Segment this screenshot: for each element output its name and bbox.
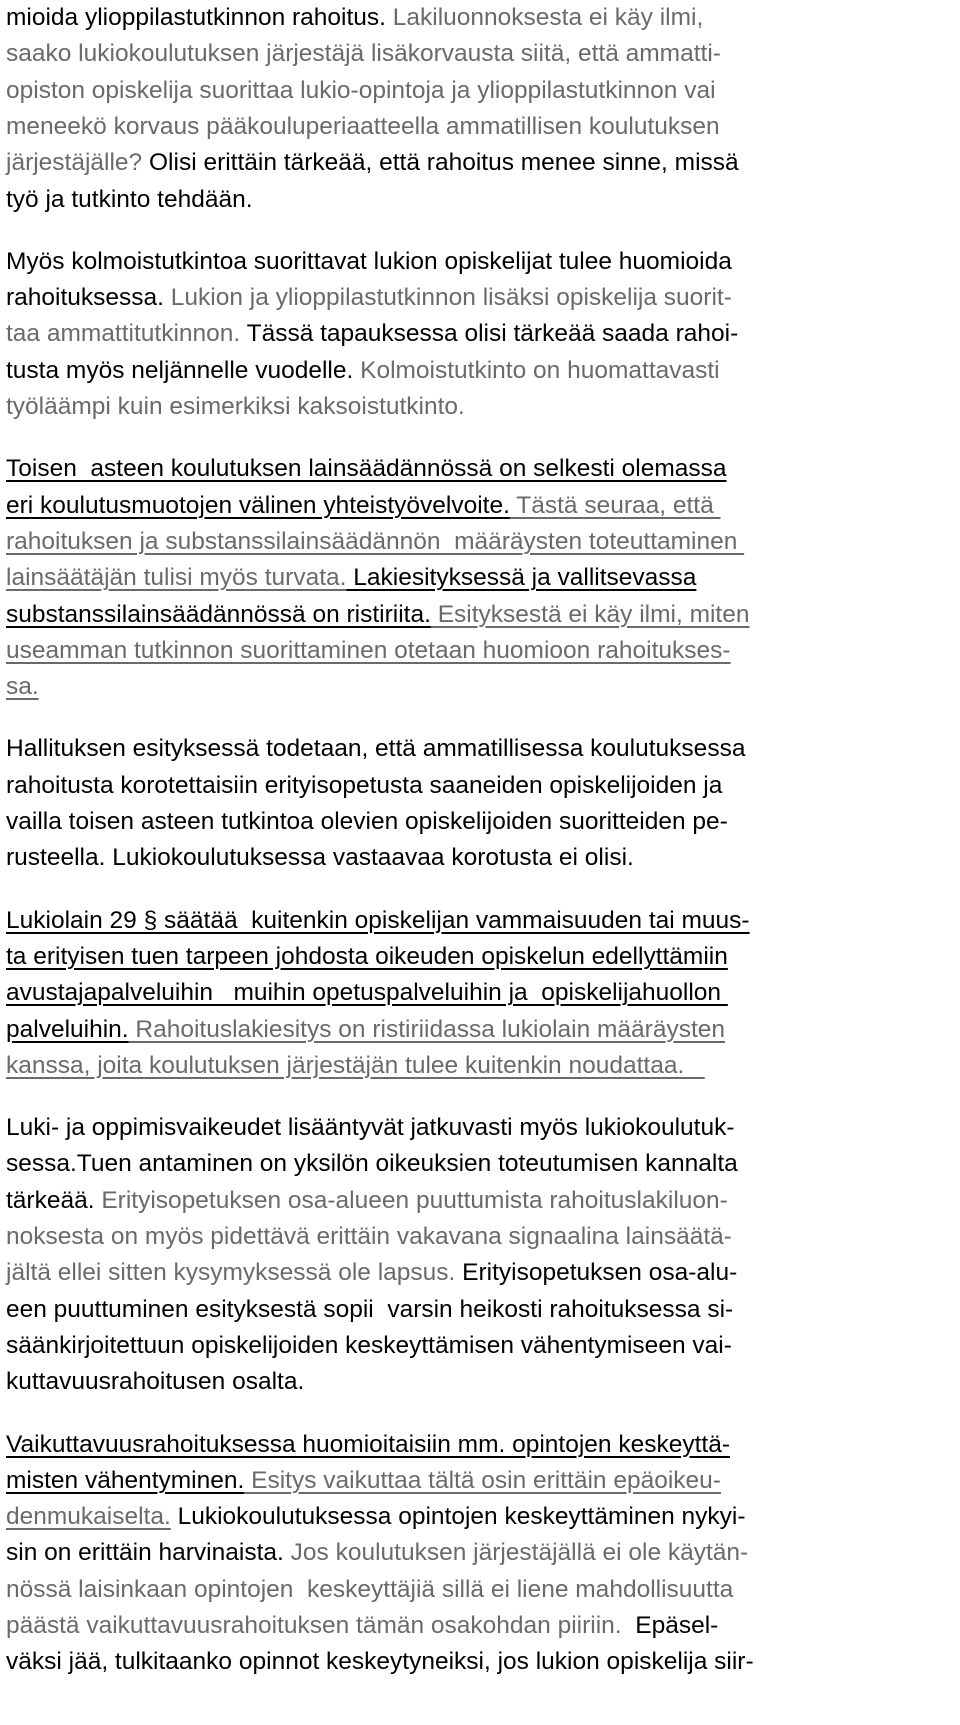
paragraph-6-line: [6, 1146, 738, 1182]
text-run: Jos koulutuksen järjestäjällä ei ole käytän-: [283, 1539, 749, 1567]
text-run: Esityksestä ei käy ilmi, miten: [430, 600, 750, 628]
text-run: Epäsel-: [621, 1612, 719, 1639]
text-run: noksesta on myös pidettävä erittäin vakavana signaalina lainsäätä-: [6, 1223, 732, 1250]
text-run: kanssa, joita koulutuksen järjestäjän tulee kuitenkin noudattaa.: [6, 1051, 705, 1079]
paragraph-6-line: [6, 1255, 737, 1291]
paragraph-6-line: [6, 1219, 732, 1255]
text-run: substanssilainsäädännössä on ristiriita.: [6, 600, 431, 628]
paragraph-4-line: [6, 804, 728, 840]
paragraph-7-line: [6, 1572, 733, 1608]
paragraph-3-line: [6, 560, 696, 596]
text-run: Tästä seuraa, että: [509, 491, 721, 519]
text-run: palveluihin.: [6, 1015, 129, 1043]
paragraph-2-line: [6, 353, 720, 389]
text-run: Hallituksen esityksessä todetaan, että ammatillisessa koulutuksessa: [6, 735, 746, 763]
paragraph-7-line: [6, 1427, 730, 1463]
text-run: denmukaiselta.: [6, 1503, 171, 1531]
paragraph-2-line: [6, 316, 738, 352]
paragraph-6-line: [6, 1110, 735, 1146]
paragraph-2-line: [6, 389, 465, 425]
text-run: opiston opiskelija suorittaa lukio-opintoja ja ylioppilastutkinnon vai: [6, 76, 716, 104]
text-run: säänkirjoitettuun opiskelijoiden keskeyttämisen vähentymiseen vai-: [6, 1331, 732, 1359]
paragraph-2-line: [6, 244, 732, 280]
paragraph-3-line: [6, 488, 721, 524]
text-run: sin on erittäin harvinaista.: [6, 1539, 284, 1567]
text-run: jältä ellei sitten kysymyksessä ole lapsus.: [6, 1259, 456, 1287]
paragraph-7-line: [6, 1463, 721, 1499]
paragraph-1-line: [6, 36, 721, 72]
paragraph-3-line: [6, 633, 731, 669]
text-run: Rahoituslakiesitys on ristiriidassa lukiolain määräysten: [128, 1015, 726, 1043]
text-run: työ ja tutkinto tehdään.: [6, 185, 253, 213]
text-run: sa.: [6, 673, 39, 701]
paragraph-3-line: [6, 451, 726, 487]
paragraph-4-line: [6, 731, 745, 767]
paragraph-7-line: [6, 1499, 746, 1535]
paragraph-5-line: [6, 1048, 705, 1084]
text-run: Luki- ja oppimisvaikeudet lisääntyvät jatkuvasti myös lukiokoulutuk-: [6, 1114, 735, 1142]
text-run: väksi jää, tulkitaanko opinnot keskeytyneiksi, jos lukion opiskelija siir-: [6, 1648, 754, 1676]
paragraph-3-line: [6, 597, 750, 633]
text-run: sessa.Tuen antaminen on yksilön oikeuksien toteutumisen kannalta: [6, 1150, 738, 1178]
paragraph-1-line: [6, 109, 720, 145]
paragraph-5-line: [6, 939, 728, 975]
text-run: misten vähentyminen.: [6, 1466, 245, 1494]
text-run: Kolmoistutkinto on huomattavasti: [353, 356, 720, 384]
text-run: Tässä tapauksessa olisi tärkeää saada rahoi-: [240, 320, 739, 348]
paragraph-1-line: [6, 182, 253, 218]
text-run: Toisen asteen koulutuksen lainsäädännössä on selkesti olemassa: [6, 455, 727, 483]
text-run: rusteella. Lukiokoulutuksessa vastaavaa korotusta ei olisi.: [6, 844, 634, 872]
paragraph-7-line: [6, 1644, 754, 1680]
text-run: Lakiluonnoksesta ei käy ilmi,: [392, 4, 704, 31]
text-run: kuttavuusrahoitusen osalta.: [6, 1368, 305, 1396]
paragraph-1-line: [6, 73, 716, 109]
text-run: tusta myös neljännelle vuodelle.: [6, 356, 354, 384]
text-run: päästä vaikuttavuusrahoituksen tämän osakohdan piiriin.: [6, 1612, 622, 1639]
text-run: Erityisopetuksen osa-alueen puuttumista rahoituslakiluon-: [94, 1186, 728, 1214]
paragraph-5-line: [6, 903, 750, 939]
text-run: eri koulutusmuotojen välinen yhteistyövelvoite.: [6, 491, 510, 519]
text-run: järjestäjälle?: [6, 149, 143, 177]
text-run: lainsäätäjän tulisi myös turvata.: [6, 564, 347, 592]
paragraph-3-line: [6, 669, 39, 705]
text-run: rahoituksessa.: [6, 284, 164, 312]
text-run: Olisi erittäin tärkeää, että rahoitus menee sinne, missä: [142, 149, 739, 177]
paragraph-4-line: [6, 768, 722, 804]
text-run: Lukion ja ylioppilastutkinnon lisäksi opiskelija suorit-: [163, 284, 732, 312]
text-run: useamman tutkinnon suorittaminen otetaan huomioon rahoitukses-: [6, 636, 731, 664]
paragraph-1-line: [6, 0, 703, 36]
text-run: Lukiokoulutuksessa opintojen keskeyttäminen nykyi-: [170, 1503, 746, 1531]
paragraph-4-line: [6, 840, 634, 876]
text-run: Lukiolain 29 § säätää kuitenkin opiskelijan vammaisuuden tai muus-: [6, 906, 750, 934]
text-run: työläämpi kuin esimerkiksi kaksoistutkinto.: [6, 393, 465, 420]
text-run: meneekö korvaus pääkouluperiaatteella ammatillisen koulutuksen: [6, 112, 720, 140]
paragraph-2-line: [6, 280, 732, 316]
paragraph-5-line: [6, 975, 728, 1011]
text-run: ta erityisen tuen tarpeen johdosta oikeuden opiskelun edellyttämiin: [6, 942, 728, 970]
paragraph-3-line: [6, 524, 744, 560]
text-run: Esitys vaikuttaa tältä osin erittäin epäoikeu-: [244, 1466, 721, 1494]
text-run: saako lukiokoulutuksen järjestäjä lisäkorvausta siitä, että ammatti-: [6, 40, 721, 68]
text-run: avustajapalveluihin muihin opetuspalveluihin ja opiskelijahuollon: [6, 979, 728, 1007]
text-run: rahoitusta korotettaisiin erityisopetusta saaneiden opiskelijoiden ja: [6, 771, 723, 799]
text-run: vailla toisen asteen tutkintoa olevien opiskelijoiden suoritteiden pe-: [6, 808, 728, 835]
text-run: rahoituksen ja substanssilainsäädännön määräysten toteuttaminen: [6, 527, 745, 555]
text-run: tärkeää.: [6, 1186, 95, 1214]
text-run: Lakiesityksessä ja vallitsevassa: [346, 564, 697, 592]
paragraph-1-line: [6, 145, 739, 181]
text-run: taa ammattitutkinnon.: [6, 320, 241, 348]
text-run: nössä laisinkaan opintojen keskeyttäjiä sillä ei liene mahdollisuutta: [6, 1575, 734, 1603]
paragraph-6-line: [6, 1292, 733, 1328]
text-run: Vaikuttavuusrahoituksessa huomioitaisiin mm. opintojen keskeyttä-: [6, 1430, 731, 1458]
text-run: een puuttuminen esityksestä sopii varsin heikosti rahoituksessa si-: [6, 1295, 734, 1323]
paragraph-6-line: [6, 1364, 304, 1400]
text-run: mioida ylioppilastutkinnon rahoitus.: [6, 4, 393, 31]
text-run: Myös kolmoistutkintoa suorittavat lukion opiskelijat tulee huomioida: [6, 247, 732, 275]
paragraph-5-line: [6, 1012, 725, 1048]
paragraph-6-line: [6, 1328, 732, 1364]
paragraph-6-line: [6, 1183, 728, 1219]
text-run: Erityisopetuksen osa-alu-: [455, 1259, 738, 1287]
paragraph-7-line: [6, 1608, 718, 1644]
paragraph-7-line: [6, 1535, 748, 1571]
